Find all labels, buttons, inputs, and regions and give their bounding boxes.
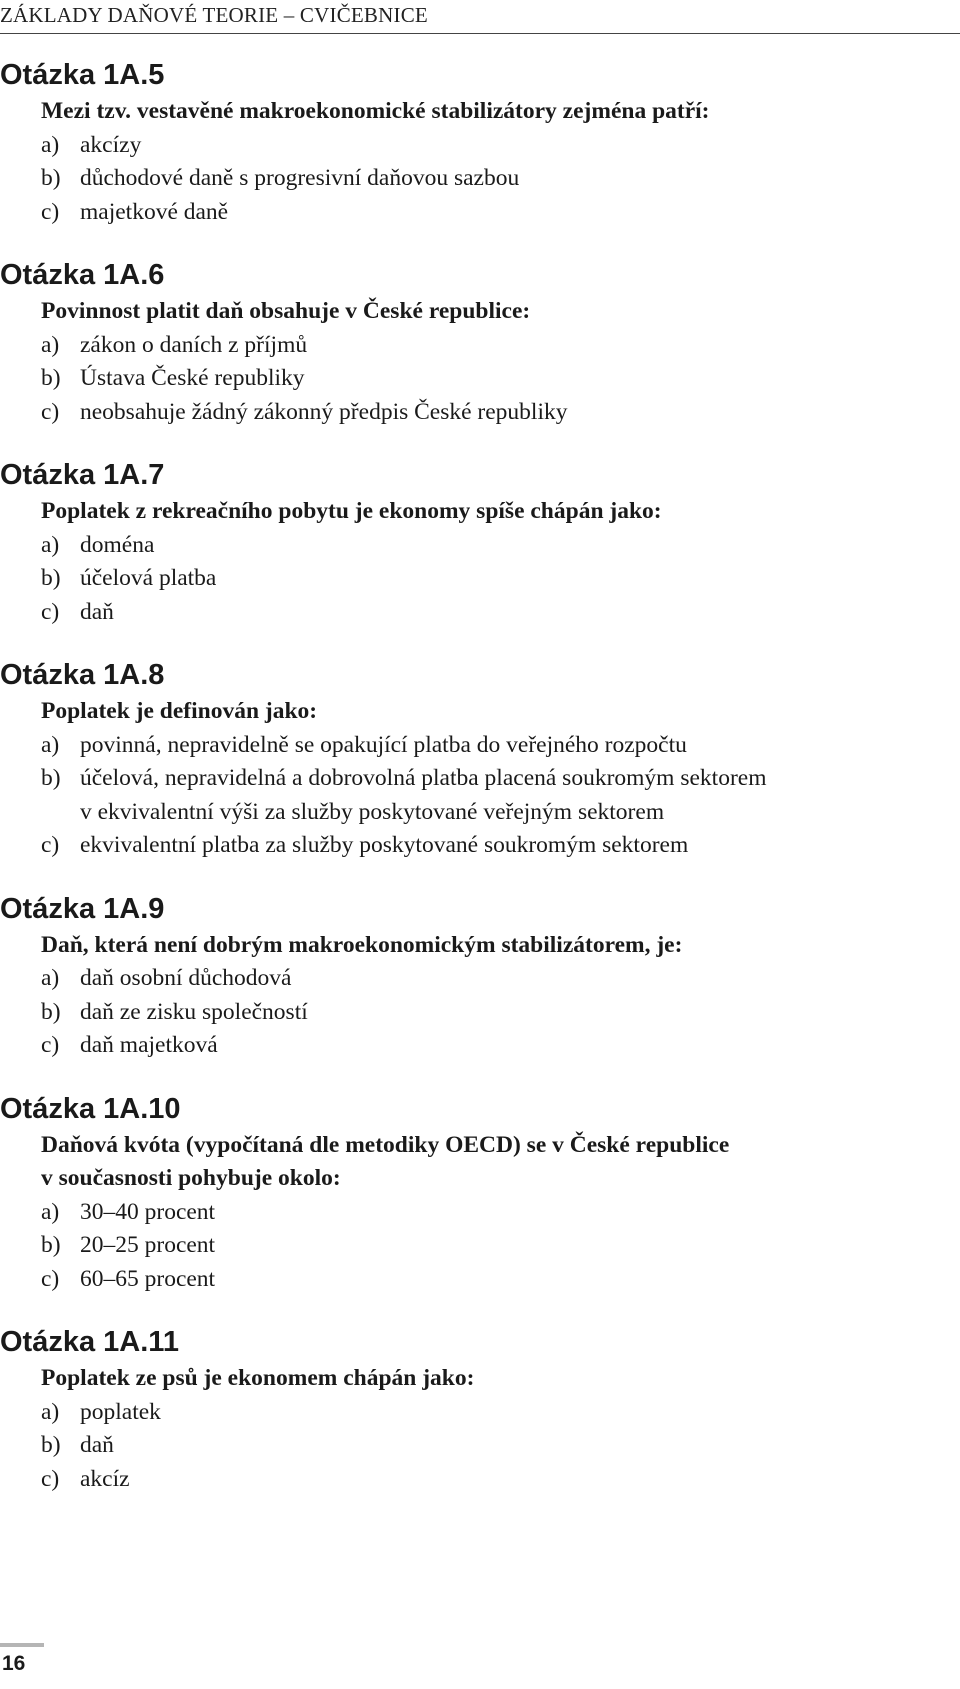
question-1a-6 [0, 258, 960, 429]
answer-option-b [41, 562, 960, 596]
page-number: 16 [0, 1643, 44, 1685]
question-title: Otázka 1A.8 [0, 659, 165, 691]
option-line: Ústava České republiky [80, 365, 305, 391]
option-line: 60–65 procent [80, 1265, 216, 1292]
answer-option-c [41, 1463, 960, 1497]
question-1a-7 [0, 458, 960, 629]
option-text [80, 1429, 114, 1463]
option-line: doména [80, 531, 155, 558]
option-letter: a) [41, 731, 60, 758]
question-list [0, 58, 960, 1525]
answer-option-c [41, 829, 960, 863]
option-text [80, 162, 519, 196]
option-line: daň [80, 1432, 114, 1458]
option-text [80, 562, 216, 596]
option-text [80, 1396, 161, 1430]
answer-option-a [41, 529, 960, 563]
answer-option-c [41, 196, 960, 230]
option-line: daň osobní důchodová [80, 965, 292, 991]
answer-option-b [41, 162, 960, 196]
option-line: majetkové daně [80, 198, 229, 225]
option-line: 30–40 procent [80, 1198, 216, 1225]
option-letter: a) [41, 531, 60, 558]
option-letter: c) [41, 832, 60, 858]
option-line: zákon o daních z příjmů [80, 331, 308, 358]
option-text [80, 329, 307, 363]
answer-option-b [41, 762, 960, 829]
answer-option-b [41, 1229, 960, 1263]
option-line: účelová, nepravidelná a dobrovolná platba placená soukromým sektorem [80, 765, 767, 791]
option-line: důchodové daně s progresivní daňovou sazbou [80, 165, 520, 191]
option-letter: b) [41, 765, 61, 791]
option-letter: a) [41, 1198, 60, 1225]
option-letter: a) [41, 1398, 60, 1425]
option-letter: a) [41, 331, 60, 358]
running-header [0, 0, 960, 34]
option-line: daň [80, 598, 114, 625]
option-letter: c) [41, 1465, 60, 1492]
option-line: akcízy [80, 131, 142, 158]
option-text [80, 1029, 218, 1063]
option-letter: b) [41, 165, 61, 191]
answer-option-a [41, 1196, 960, 1230]
option-letter: b) [41, 365, 61, 391]
answer-option-c [41, 396, 960, 430]
option-letter: c) [41, 198, 60, 225]
answer-option-a [41, 1396, 960, 1430]
question-title: Otázka 1A.9 [0, 892, 165, 925]
answer-option-a [41, 129, 960, 163]
option-line: daň ze zisku společností [80, 998, 308, 1025]
option-text [80, 196, 228, 230]
answer-option-a [41, 729, 960, 763]
running-header-title: ZÁKLADY DAŇOVÉ TEORIE – CVIČEBNICE [0, 3, 428, 27]
question-title: Otázka 1A.11 [0, 1326, 179, 1358]
option-letter: c) [41, 1032, 60, 1058]
question-text: Daňová kvóta (vypočítaná dle metodiky OECD) se v České republice [41, 1131, 730, 1158]
question-text: Poplatek je definován jako: [41, 698, 318, 724]
question-text: Poplatek ze psů je ekonomem chápán jako: [41, 1365, 475, 1391]
answer-option-b [41, 1429, 960, 1463]
question-title: Otázka 1A.5 [0, 59, 165, 91]
option-text [80, 729, 687, 763]
option-letter: b) [41, 565, 61, 591]
question-title: Otázka 1A.10 [0, 1092, 181, 1125]
question-1a-10 [0, 1092, 960, 1297]
option-text [80, 529, 154, 563]
answer-option-b [41, 996, 960, 1030]
option-text [80, 596, 114, 630]
option-line: povinná, nepravidelně se opakující platba do veřejného rozpočtu [80, 731, 687, 758]
option-line: akcíz [80, 1465, 130, 1492]
option-text [80, 829, 688, 863]
answer-option-a [41, 329, 960, 363]
option-line: v ekvivalentní výši za služby poskytované veřejným sektorem [80, 798, 665, 825]
question-text: Povinnost platit daň obsahuje v České republice: [41, 298, 531, 324]
question-title: Otázka 1A.6 [0, 259, 165, 291]
question-text: Mezi tzv. vestavěné makroekonomické stabilizátory zejména patří: [41, 98, 710, 124]
question-text: Poplatek z rekreačního pobytu je ekonomy spíše chápán jako: [41, 498, 662, 524]
option-text [80, 762, 766, 829]
option-text [80, 1229, 215, 1263]
option-letter: c) [41, 398, 60, 425]
answer-option-c [41, 596, 960, 630]
answer-option-b [41, 362, 960, 396]
question-1a-9 [0, 892, 960, 1063]
option-text [80, 362, 305, 396]
option-text [80, 1263, 215, 1297]
option-letter: b) [41, 998, 61, 1025]
option-text [80, 1463, 130, 1497]
answer-option-c [41, 1263, 960, 1297]
option-text [80, 996, 308, 1030]
option-text [80, 396, 568, 430]
option-letter: c) [41, 1265, 60, 1292]
option-line: 20–25 procent [80, 1232, 216, 1258]
question-text: v současnosti pohybuje okolo: [41, 1165, 341, 1191]
question-text: Daň, která není dobrým makroekonomickým stabilizátorem, je: [41, 931, 683, 958]
option-letter: c) [41, 598, 60, 625]
option-line: účelová platba [80, 565, 217, 591]
question-title: Otázka 1A.7 [0, 459, 165, 491]
answer-option-a [41, 962, 960, 996]
option-letter: b) [41, 1232, 61, 1258]
option-letter: a) [41, 131, 60, 158]
question-1a-5 [0, 58, 960, 229]
option-line: ekvivalentní platba za služby poskytované soukromým sektorem [80, 832, 689, 858]
question-1a-11 [0, 1325, 960, 1496]
option-letter: b) [41, 1432, 61, 1458]
option-line: poplatek [80, 1398, 161, 1425]
option-line: daň majetková [80, 1032, 218, 1058]
option-line: neobsahuje žádný zákonný předpis České republiky [80, 398, 568, 425]
option-letter: a) [41, 965, 60, 991]
option-text [80, 129, 141, 163]
question-1a-8 [0, 658, 960, 863]
option-text [80, 1196, 215, 1230]
option-text [80, 962, 291, 996]
answer-option-c [41, 1029, 960, 1063]
